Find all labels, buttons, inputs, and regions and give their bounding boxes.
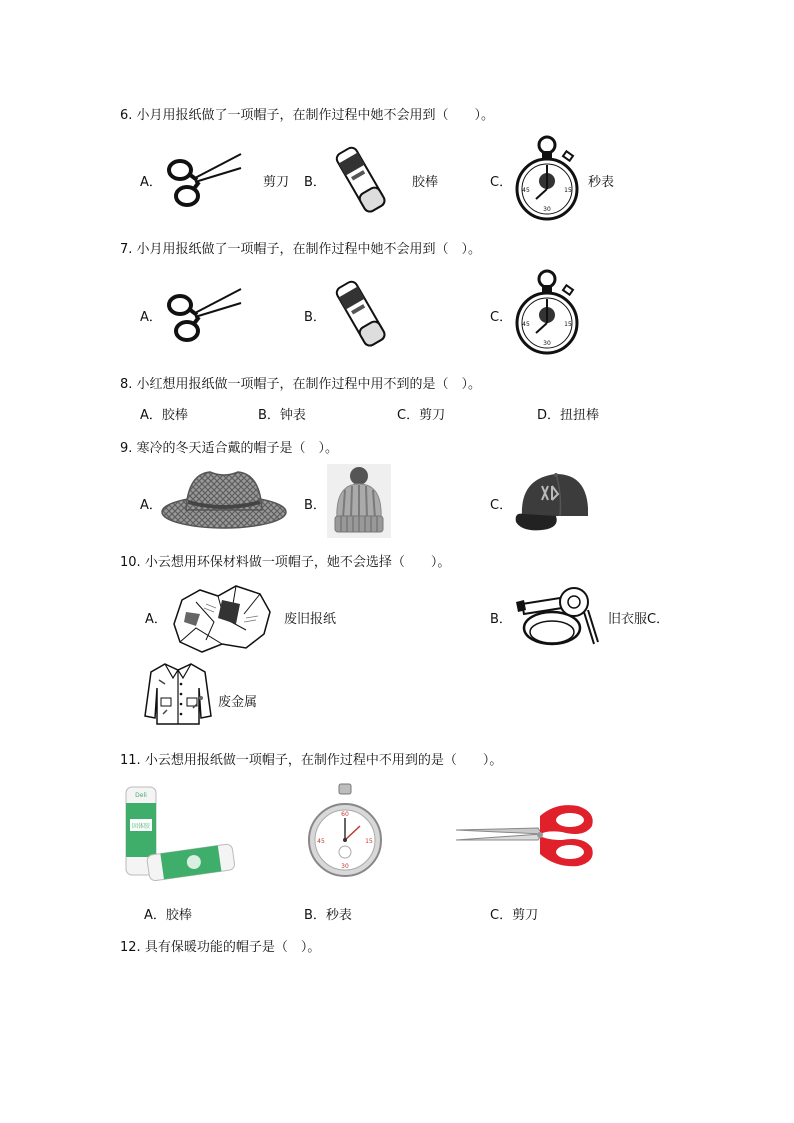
option-a-letter: A．	[140, 498, 162, 513]
question-text: 具有保暖功能的帽子是（ ）。	[144, 940, 321, 955]
svg-text:15: 15	[365, 838, 373, 845]
option-label: 剪刀	[419, 408, 446, 423]
option-letter: B．	[258, 408, 280, 423]
option-a-label: 废旧报纸	[284, 612, 337, 627]
question-9	[120, 437, 338, 456]
question-number: 7.	[120, 242, 133, 257]
question-number: 10.	[120, 555, 141, 570]
svg-text:15: 15	[564, 321, 572, 328]
question-number: 6.	[120, 108, 133, 123]
option-c	[490, 904, 538, 923]
glue-brand-text: Deli	[135, 792, 147, 799]
baseball-cap-image	[512, 464, 592, 538]
question-text: 小云想用报纸做一项帽子，在制作过程中不用到的是（ ）。	[144, 753, 503, 768]
option-c-label: 废金属	[218, 695, 258, 710]
green-glue-sticks-photo	[122, 783, 238, 883]
stopwatch-photo	[305, 782, 385, 882]
old-jacket-image	[143, 658, 213, 728]
option-a-letter: A．	[145, 612, 167, 627]
stopwatch-icon	[514, 267, 580, 357]
svg-text:30: 30	[543, 340, 551, 347]
option-label: 胶棒	[165, 908, 192, 923]
question-text: 寒冷的冬天适合戴的帽子是（ ）。	[136, 441, 339, 456]
question-12	[120, 936, 320, 955]
question-number: 11.	[120, 753, 141, 768]
svg-text:30: 30	[543, 206, 551, 213]
option-b	[258, 404, 306, 423]
option-b-letter: B．	[304, 310, 326, 325]
glue-stick-icon	[330, 144, 394, 216]
question-text: 小红想用报纸做一项帽子，在制作过程中用不到的是（ ）。	[136, 377, 482, 392]
question-text: 小月用报纸做了一项帽子，在制作过程中她不会用到（ ）。	[136, 108, 495, 123]
scissors-icon	[165, 285, 245, 345]
option-b-label: 胶棒	[412, 175, 439, 190]
option-letter: C．	[490, 908, 513, 923]
option-b	[304, 904, 352, 923]
option-letter: A．	[144, 908, 166, 923]
option-label: 胶棒	[161, 408, 188, 423]
option-a-letter: A．	[140, 310, 162, 325]
option-letter: A．	[140, 408, 162, 423]
option-a-label: 剪刀	[263, 175, 290, 190]
option-c	[397, 404, 445, 423]
option-b-letter: B．	[490, 612, 512, 627]
question-text: 小云想用环保材料做一项帽子，她不会选择（ ）。	[144, 555, 451, 570]
crumpled-newspaper-image	[166, 582, 274, 654]
option-letter: B．	[304, 908, 326, 923]
question-7	[120, 238, 481, 257]
svg-text:15: 15	[564, 187, 572, 194]
option-letter: C．	[397, 408, 420, 423]
option-c-letter: C．	[490, 175, 513, 190]
question-6	[120, 104, 494, 123]
svg-text:60: 60	[341, 811, 349, 818]
svg-text:45: 45	[522, 187, 530, 194]
option-label: 剪刀	[512, 908, 539, 923]
option-label: 秒表	[325, 908, 352, 923]
option-label: 钟表	[279, 408, 306, 423]
straw-hat-image	[160, 466, 288, 534]
option-a-letter: A．	[140, 175, 162, 190]
scissors-icon	[165, 150, 245, 210]
svg-text:45: 45	[522, 321, 530, 328]
question-text: 小月用报纸做了一项帽子，在制作过程中她不会用到（ ）。	[136, 242, 482, 257]
glue-stick-icon	[330, 278, 394, 350]
red-scissors-photo	[452, 800, 598, 872]
question-8	[120, 373, 481, 392]
metal-can-image	[512, 584, 600, 652]
option-b-label: 旧衣服C．	[608, 612, 670, 627]
option-c-letter: C．	[490, 498, 513, 513]
option-c-letter: C．	[490, 310, 513, 325]
question-number: 8.	[120, 377, 133, 392]
question-number: 9.	[120, 441, 133, 456]
option-letter: D．	[537, 408, 561, 423]
option-label: 扭扭棒	[560, 408, 600, 423]
option-b-letter: B．	[304, 175, 326, 190]
option-a	[144, 904, 192, 923]
option-b-letter: B．	[304, 498, 326, 513]
svg-text:30: 30	[341, 863, 349, 870]
svg-text:45: 45	[317, 838, 325, 845]
question-11	[120, 749, 502, 768]
question-number: 12.	[120, 940, 141, 955]
option-d	[537, 404, 599, 423]
question-10	[120, 551, 450, 570]
glue-label-text: 固体胶	[131, 823, 151, 830]
knit-beanie-image	[327, 464, 391, 538]
option-c-label: 秒表	[588, 175, 615, 190]
stopwatch-icon	[514, 133, 580, 223]
option-a	[140, 404, 188, 423]
